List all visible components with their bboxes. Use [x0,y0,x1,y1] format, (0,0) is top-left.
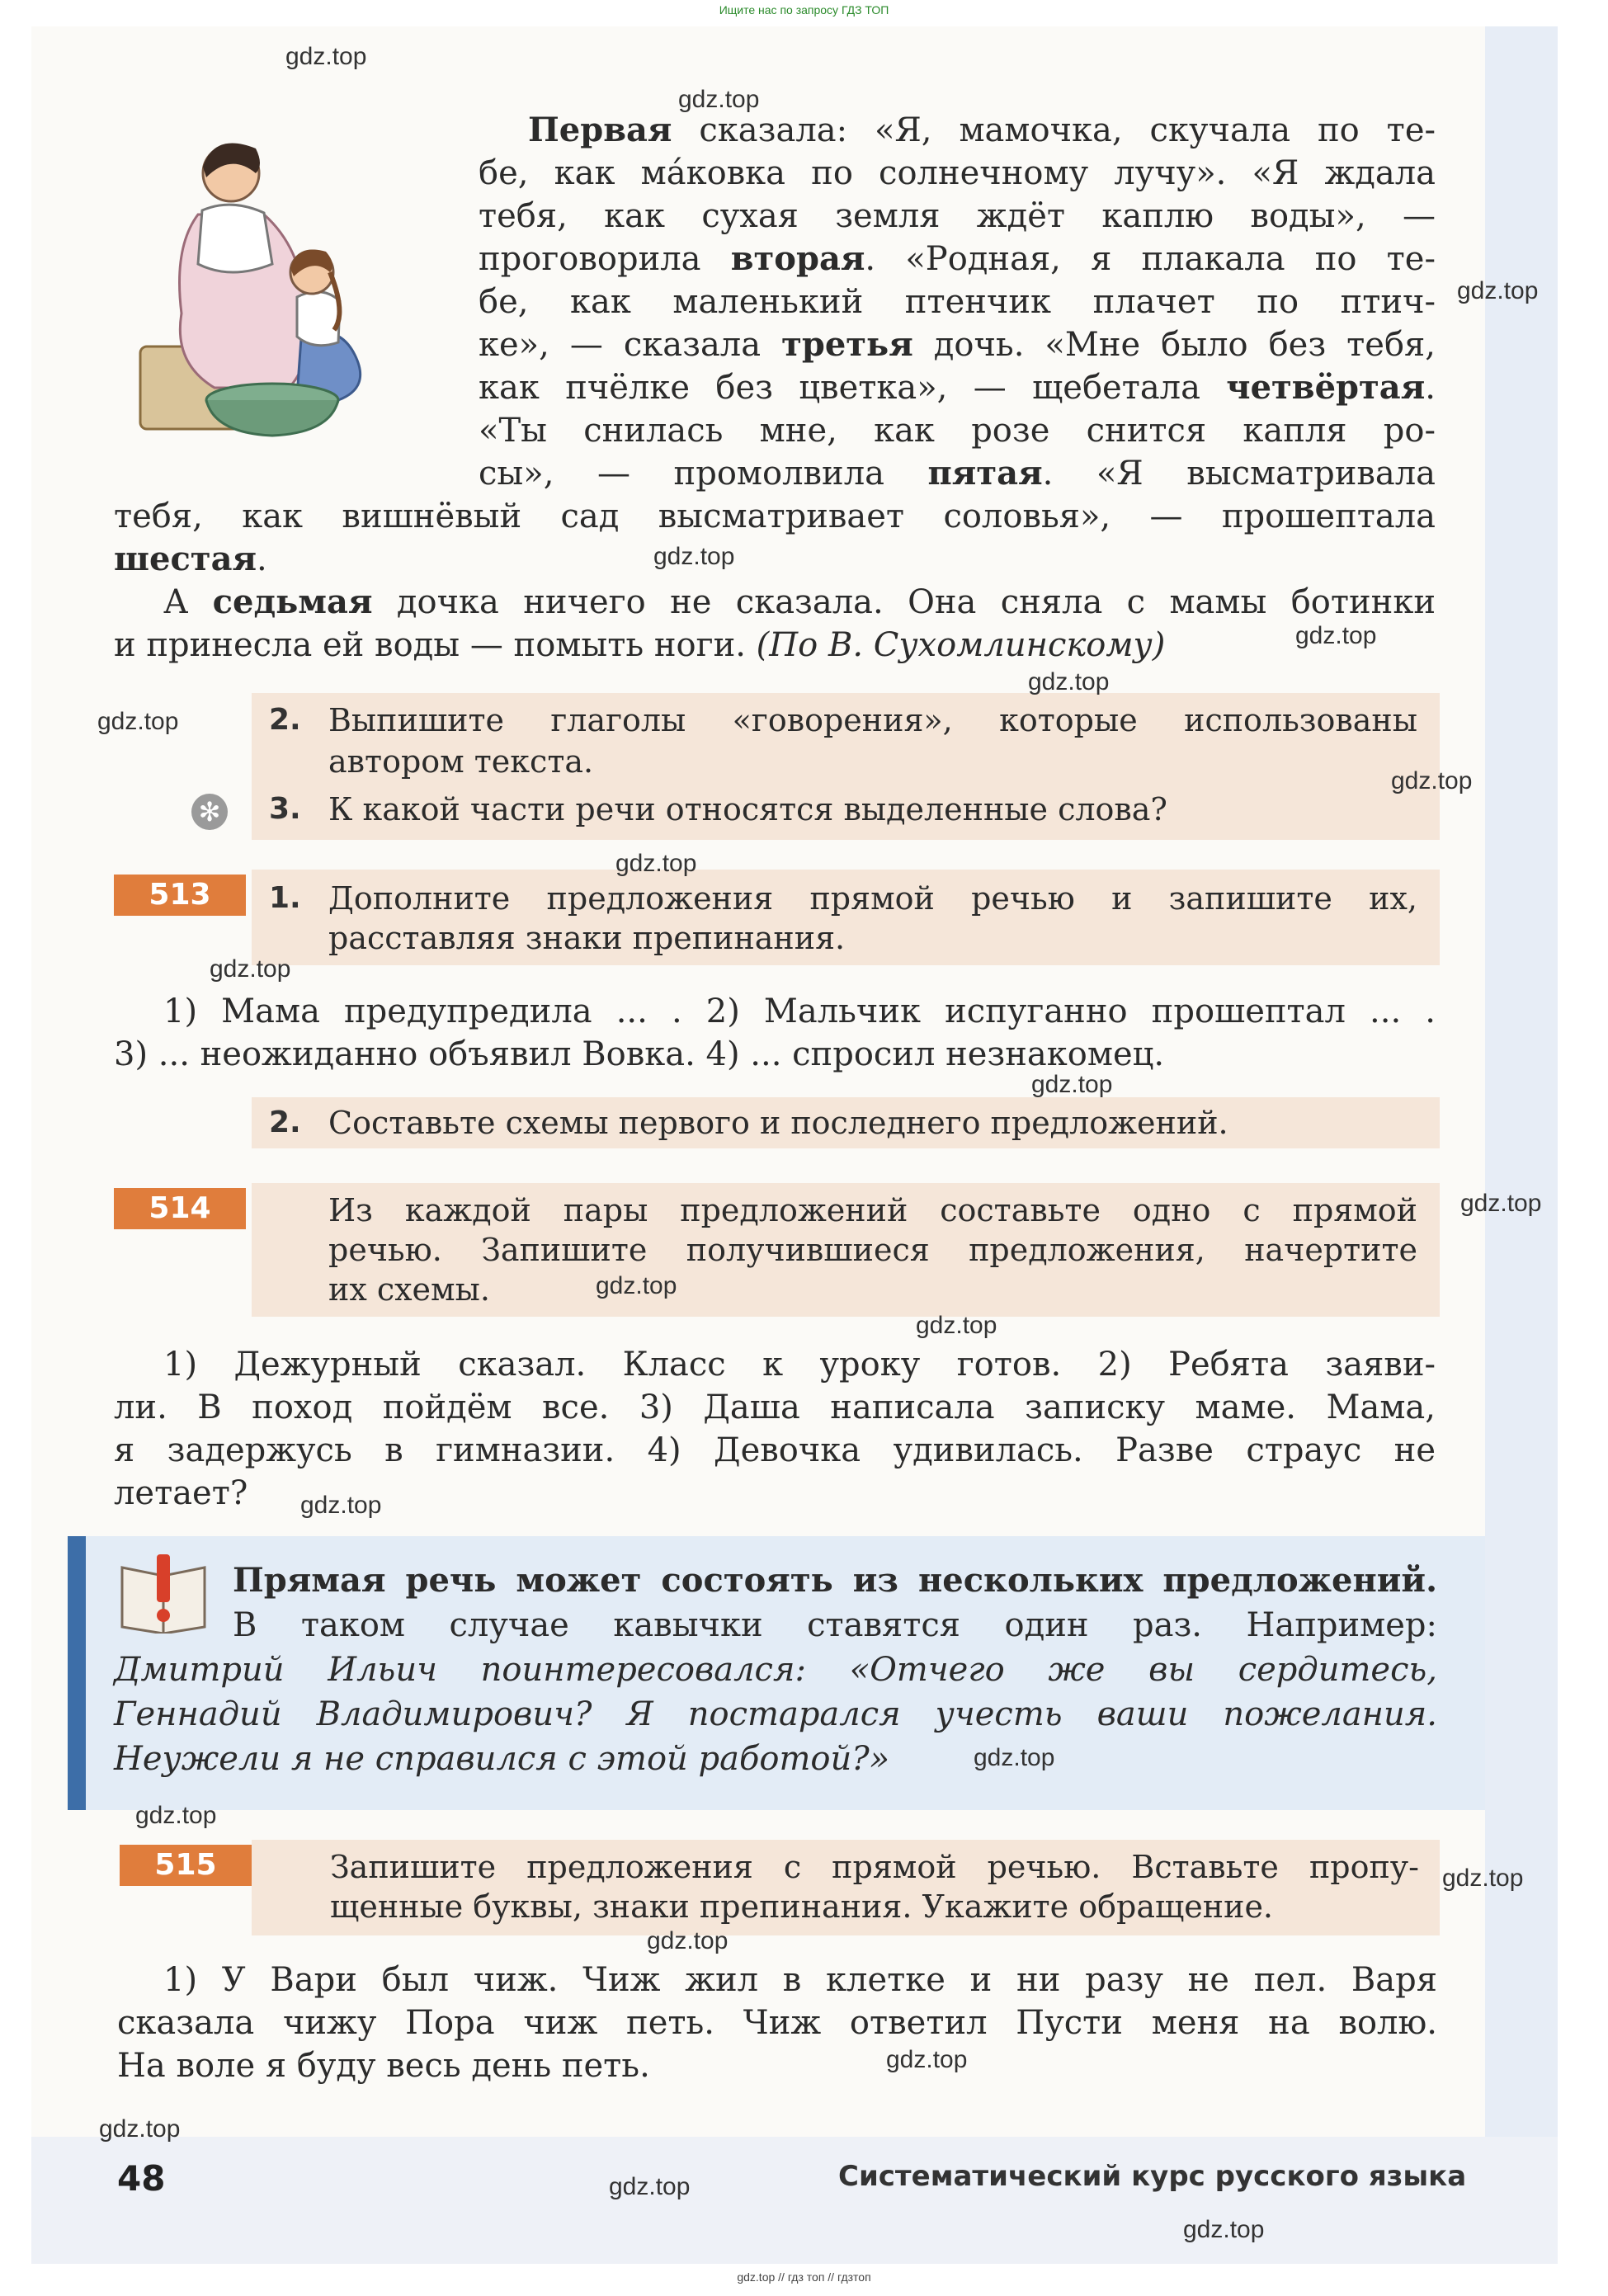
story-line-6: ке», — сказала третья дочь. «Мне было без тебя, [479,325,1436,364]
task-2-line-2: автором текста. [328,743,594,780]
watermark: gdz.top [1460,1190,1542,1217]
watermark: gdz.top [135,1802,217,1829]
exercise-513-text-line-2: 3) ... неожиданно объявил Вовка. 4) ... спросил незнакомец. [114,1035,1165,1073]
exercise-513-task-1-line-2: расставляя знаки препинания. [328,920,846,956]
exercise-513-task-2-number: 2. [269,1106,301,1139]
task-number-3: 3. [269,792,301,826]
exercise-514-task-line-3: их схемы. [328,1271,490,1308]
rule-example-line-2: Геннадий Владимирович? Я постарался учесть ваши пожелания. [114,1695,1437,1733]
rule-bar [68,1536,86,1810]
exercise-515-text-line-3: На воле я буду весь день петь. [117,2047,650,2085]
footer-title: Систематический курс русского языка [838,2160,1467,2193]
watermark: gdz.top [1391,767,1473,794]
task-number-2: 2. [269,703,301,737]
exercise-514-text-line-1: 1) Дежурный сказал. Класс к уроку готов. 2) Ребята заяви- [163,1346,1436,1384]
story-line-9: сы», — промолвила пятая. «Я высматривала [479,454,1436,493]
watermark: gdz.top [1295,622,1377,649]
exercise-513-task-1-line-1: Дополните предложения прямой речью и запишите их, [328,880,1417,917]
watermark: gdz.top [615,850,697,877]
watermark: gdz.top [1028,668,1110,695]
exercise-515-task-line-2: щенные буквы, знаки препинания. Укажите обращение. [330,1888,1274,1925]
watermark: gdz.top [97,708,179,735]
exercise-515-text-line-2: сказала чижу Пора чиж петь. Чиж ответил Пусти меня на волю. [117,2004,1437,2042]
exclamation-icon [116,1551,211,1634]
watermark: gdz.top [1457,277,1539,304]
rule-example-line-3: Неужели я не справился с этой работой?» [114,1740,890,1778]
exercise-515-number: 515 [120,1845,252,1886]
exercise-514-task-line-2: речью. Запишите получившиеся предложения, начертите [328,1232,1417,1268]
exercise-515-task-line-1: Запишите предложения с прямой речью. Вставьте пропу- [330,1849,1419,1885]
story-line-8: «Ты снилась мне, как розе снится капля ро- [479,412,1436,450]
mother-daughter-illustration [124,116,437,446]
exercise-513-task-1-number: 1. [269,881,301,915]
watermark: gdz.top [974,1744,1055,1771]
watermark: gdz.top [653,543,735,570]
watermark: gdz.top [210,955,291,983]
watermark: gdz.top [678,86,760,113]
task-2-line-1: Выпишите глаголы «говорения», которые использованы [328,702,1417,738]
watermark: gdz.top [1031,1071,1113,1098]
rule-example-line-1: Дмитрий Ильич поинтересовался: «Отчего же вы сердитесь, [114,1651,1437,1689]
story-line-3: тебя, как сухая земля ждёт каплю воды», — [479,197,1436,235]
watermark: gdz.top [300,1492,382,1519]
rule-bold-line: Прямая речь может состоять из нескольких предложений. [233,1561,1437,1600]
exercise-514-text-line-4: летает? [114,1474,248,1512]
page-edge-strip [1485,26,1558,2264]
watermark: gdz.top [886,2046,968,2073]
exercise-513-task-2-line-1: Составьте схемы первого и последнего предложений. [328,1105,1228,1141]
watermark: gdz.top [1183,2216,1265,2243]
story-line-12: А седьмая дочка ничего не сказала. Она сняла с мамы ботинки [163,582,1436,621]
top-note: Ищите нас по запросу ГДЗ ТОП [719,3,889,17]
story-line-11: шестая. [114,540,267,578]
exercise-515-text-line-1: 1) У Вари был чиж. Чиж жил в клетке и ни разу не пел. Варя [163,1961,1437,1999]
watermark: gdz.top [647,1927,729,1954]
story-line-10: тебя, как вишнёвый сад высматривает соловья», — прошептала [114,497,1436,535]
watermark: gdz.top [596,1272,677,1299]
story-line-1: Первая сказала: «Я, мамочка, скучала по те- [528,111,1436,149]
story-line-4: проговорила вторая. «Родная, я плакала по те- [479,239,1436,278]
story-line-7: как пчёлке без цветка», — щебетала четвёртая. [479,368,1436,407]
story-line-13: и принесла ей воды — помыть ноги. (По В. Сухомлинскому) [114,626,1166,664]
exercise-514-number: 514 [114,1188,246,1229]
story-source: (По В. Сухомлинскому) [756,626,1166,664]
watermark: gdz.top [609,2173,691,2200]
rule-line-2: В таком случае кавычки ставятся один раз. Например: [233,1606,1437,1644]
watermark: gdz.top [99,2115,181,2143]
star-icon: ✻ [191,794,228,830]
exercise-514-text-line-2: ли. В поход пойдём все. 3) Даша написала записку маме. Мама, [114,1388,1436,1426]
story-line-5: бе, как маленький птенчик плачет по птич- [479,283,1436,321]
exercise-513-text-line-1: 1) Мама предупредила ... . 2) Мальчик испуганно прошептал ... . [163,992,1436,1030]
exercise-514-text-line-3: я задержусь в гимназии. 4) Девочка удивилась. Разве страус не [114,1431,1436,1469]
watermark: gdz.top [1442,1865,1524,1892]
story-line-2: бе, как ма́ковка по солнечному лучу». «Я ждала [479,154,1436,192]
watermark: gdz.top [285,43,367,70]
task-3-line-1: К какой части речи относятся выделенные слова? [328,791,1167,827]
bottom-note: gdz.top // гдз топ // гдзтоп [737,2270,871,2284]
footer-strip [31,2137,1558,2264]
watermark: gdz.top [916,1312,997,1339]
exercise-513-number: 513 [114,875,246,916]
exercise-514-task-line-1: Из каждой пары предложений составьте одно с прямой [328,1192,1417,1228]
page-number: 48 [117,2158,166,2199]
